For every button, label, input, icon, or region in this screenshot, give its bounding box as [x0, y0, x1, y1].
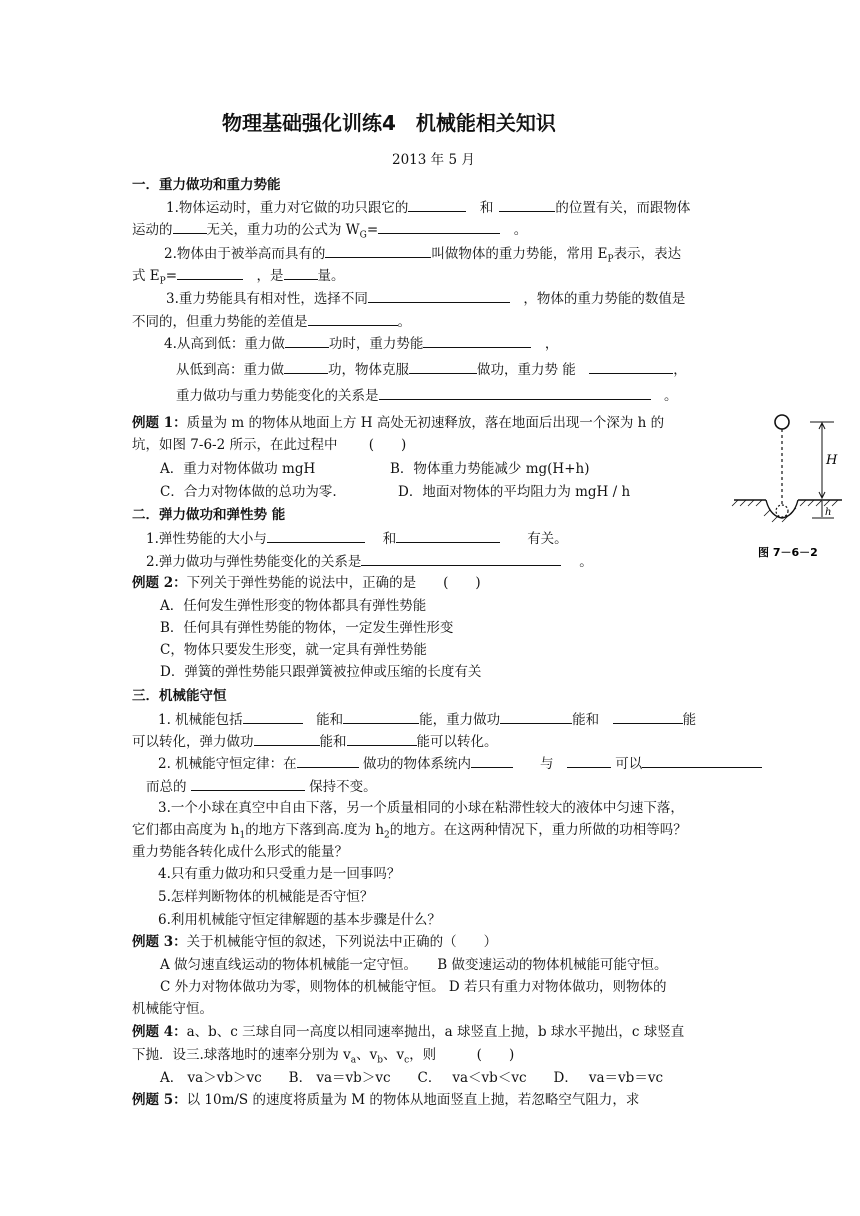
text: 从低到高：重力做 — [176, 362, 284, 378]
subscript: b — [377, 1055, 383, 1066]
example-1-option-d: D．地面对物体的平均阻力为 mgH / h — [398, 484, 631, 500]
blank — [267, 528, 365, 543]
text: 能和 — [316, 712, 344, 728]
blank — [500, 709, 572, 724]
subscript: G — [359, 230, 367, 241]
example-label: 例题 3： — [132, 934, 187, 950]
text: 质量为 m 的物体从地面上方 H 高处无初速释放，落在地面后出现一个深为 h 的 — [186, 415, 665, 431]
s1-q4-line1 — [164, 333, 558, 354]
text: ，物体的重力势能的数值是 — [523, 291, 686, 307]
text: 能 — [682, 712, 697, 728]
section-2-heading: 二．弹力做功和弹性势 能 — [132, 507, 286, 523]
blank — [379, 385, 651, 400]
text: 功时，重力势能 — [328, 336, 424, 352]
example-5 — [132, 1090, 639, 1110]
text: 而总的 — [146, 779, 187, 795]
example-4-line2 — [132, 1045, 514, 1071]
example-2-option-b: B．任何具有弹性势能的物体，一定发生弹性形变 — [160, 620, 454, 636]
text: 能和 — [572, 712, 600, 728]
s2-q1 — [146, 528, 568, 549]
text: ， — [673, 362, 687, 378]
blank — [284, 265, 318, 280]
example-4-options: A． va＞vb＞vc B． va＝vb＞vc C． va＜vb＜vc D． va＝vb＝vc — [160, 1070, 664, 1086]
s1-q1-line2 — [132, 219, 527, 246]
text: 。 — [397, 314, 411, 330]
text: 下抛．设三.球落地时的速率分别为 v — [132, 1047, 351, 1063]
s3-q1-line2 — [132, 731, 498, 752]
text: 保持不变。 — [309, 779, 377, 795]
text: 关于机械能守恒的叙述，下列说法中正确的（ ） — [186, 934, 498, 950]
blank — [285, 333, 329, 348]
blank — [297, 753, 359, 768]
example-1-option-c: C．合力对物体做的总功为零. — [160, 484, 337, 500]
text: 和 — [382, 531, 397, 547]
section-1-heading: 一．重力做功和重力势能 — [132, 177, 281, 193]
blank — [589, 359, 673, 374]
s3-q2-line2 — [146, 776, 377, 797]
blank — [368, 288, 510, 303]
section-3-heading: 三．机械能守恒 — [132, 688, 227, 704]
subscript: 1 — [239, 830, 246, 841]
blank — [409, 359, 477, 374]
text: 式 E — [132, 268, 160, 284]
date: 2013 年 5 月 — [392, 152, 475, 168]
text: 和 — [479, 200, 494, 216]
s1-q4-line2 — [176, 359, 687, 380]
text: 、v — [383, 1047, 405, 1063]
example-4-line1 — [132, 1022, 684, 1042]
blank — [177, 265, 243, 280]
text: 做功，重力势 能 — [477, 362, 576, 378]
s1-q3-line2 — [132, 311, 411, 332]
text: 2. 机械能守恒定律：在 — [158, 756, 297, 772]
subscript: c — [404, 1055, 410, 1066]
label-H: H — [826, 453, 838, 468]
s1-q3-line1 — [166, 288, 685, 309]
blank — [284, 359, 328, 374]
blank — [378, 219, 500, 234]
blank — [396, 528, 500, 543]
text: 的位置有关，而跟物体 — [555, 200, 691, 216]
example-1-option-b: B．物体重力势能减少 mg(H+h) — [390, 461, 590, 477]
text: = — [366, 222, 379, 238]
blank — [173, 219, 207, 234]
text: 无关，重力功的公式为 W — [206, 222, 360, 238]
text: 1. 机械能包括 — [158, 712, 243, 728]
s3-q2-line1 — [158, 753, 762, 774]
text: 3.重力势能具有相对性，选择不同 — [166, 291, 368, 307]
text: 表示，表达 — [613, 246, 682, 262]
text: 。 — [513, 222, 528, 238]
text: ，是 — [256, 268, 284, 284]
subscript: a — [350, 1055, 357, 1066]
example-label: 例题 4： — [132, 1024, 187, 1040]
blank — [613, 709, 683, 724]
text: 4.从高到低：重力做 — [164, 336, 285, 352]
s1-q1-line1 — [166, 197, 690, 218]
example-label: 例题 5： — [132, 1092, 187, 1108]
text: 下列关于弹性势能的说法中，正确的是 ( ) — [186, 575, 481, 591]
text: 能，重力做功 — [419, 712, 501, 728]
text: 叫做物体的重力势能，常用 E — [431, 246, 608, 262]
ball-bottom — [776, 505, 788, 517]
text: 可以转化，弹力做功 — [132, 734, 254, 750]
blank — [191, 776, 305, 791]
text: 功，物体克服 — [328, 362, 409, 378]
example-label: 例题 1： — [132, 415, 187, 431]
blank — [308, 311, 398, 326]
blank — [567, 753, 611, 768]
subscript: 2 — [384, 830, 390, 841]
text: 的地方。在这两种情况下，重力所做的功相等吗？ — [389, 822, 687, 838]
blank — [499, 197, 555, 212]
text: ， — [544, 336, 559, 352]
example-label: 例题 2： — [132, 575, 187, 591]
figure-caption: 图 7－6－2 — [758, 546, 818, 559]
text: 它们都由高度为 h — [132, 822, 240, 838]
blank — [642, 753, 762, 768]
text: 2.弹力做功与弹性势能变化的关系是 — [146, 554, 362, 570]
text: 有关。 — [527, 531, 568, 547]
text: = — [165, 268, 178, 284]
label-h: h — [825, 507, 832, 518]
blank — [471, 753, 513, 768]
example-2-option-a: A．任何发生弹性形变的物体都具有弹性势能 — [160, 598, 427, 614]
text: 做功的物体系统内 — [362, 756, 471, 772]
example-1-line2: 坑，如图 7-6-2 所示，在此过程中 ( ) — [132, 437, 407, 453]
blank — [361, 551, 561, 566]
ball-top — [775, 415, 789, 429]
blank — [347, 731, 417, 746]
example-1-option-a: A．重力对物体做功 mgH — [160, 461, 316, 477]
subscript: P — [159, 276, 166, 287]
blank — [343, 709, 419, 724]
example-2-option-d: D．弹簧的弹性势能只跟弹簧被拉伸或压缩的长度有关 — [160, 664, 482, 680]
s1-q4-line3 — [176, 385, 678, 406]
text: 能和 — [319, 734, 347, 750]
blank — [408, 197, 466, 212]
s3-q5: 5.怎样判断物体的机械能是否守恒？ — [158, 889, 374, 905]
text: 量。 — [317, 268, 345, 284]
text: 重力做功与重力势能变化的关系是 — [176, 388, 379, 404]
example-3-options-ab: A 做匀速直线运动的物体机械能一定守恒。 B 做变速运动的物体机械能可能守恒。 — [160, 957, 668, 973]
example-3-line4: 机械能守恒。 — [132, 1001, 213, 1017]
blank — [243, 709, 303, 724]
s3-q3-line1: 3.一个小球在真空中自由下落，另一个质量相同的小球在粘滞性较大的液体中匀速下落， — [158, 800, 684, 816]
text: 的地方下落到高.度为 h — [245, 822, 385, 838]
example-2 — [132, 573, 481, 593]
text: 运动的 — [132, 222, 173, 238]
s3-q6: 6.利用机械能守恒定律解题的基本步骤是什么？ — [158, 912, 441, 928]
figure-drop-into-pit — [730, 412, 850, 562]
blank — [423, 333, 531, 348]
blank — [325, 243, 431, 258]
text: 2.物体由于被举高而具有的 — [164, 246, 326, 262]
blank — [254, 731, 320, 746]
subscript: P — [607, 254, 614, 265]
text: ，则 ( ) — [409, 1047, 515, 1063]
s3-q4: 4.只有重力做功和只受重力是一回事吗？ — [158, 866, 401, 882]
text: 。 — [664, 388, 678, 404]
text: 以 10m/S 的速度将质量为 M 的物体从地面竖直上抛，若忽略空气阻力，求 — [186, 1092, 640, 1108]
text: 1.物体运动时，重力对它做的功只跟它的 — [166, 200, 409, 216]
example-3-options-cd: C 外力对物体做功为零，则物体的机械能守恒。 D 若只有重力对物体做功，则物体的 — [160, 979, 667, 995]
s3-q1-line1 — [158, 709, 696, 730]
text: a、b、c 三球自同一高度以相同速率抛出，a 球竖直上抛，b 球水平抛出，c 球竖直 — [186, 1024, 685, 1040]
text: 。 — [579, 554, 593, 570]
page-title: 物理基础强化训练4 机械能相关知识 — [222, 111, 556, 135]
text: 能可以转化。 — [416, 734, 498, 750]
example-1-line1 — [132, 413, 664, 433]
text: 与 — [539, 756, 554, 772]
s3-q3-line3: 重力势能各转化成什么形式的能量？ — [132, 844, 348, 860]
text: 、v — [356, 1047, 378, 1063]
example-3 — [132, 932, 497, 952]
s2-q2 — [146, 551, 593, 572]
text: 可以 — [615, 756, 643, 772]
text: 1.弹性势能的大小与 — [146, 531, 267, 547]
example-2-option-c: C，物体只要发生形变，就一定具有弹性势能 — [160, 642, 427, 658]
text: 不同的，但重力势能的差值是 — [132, 314, 308, 330]
